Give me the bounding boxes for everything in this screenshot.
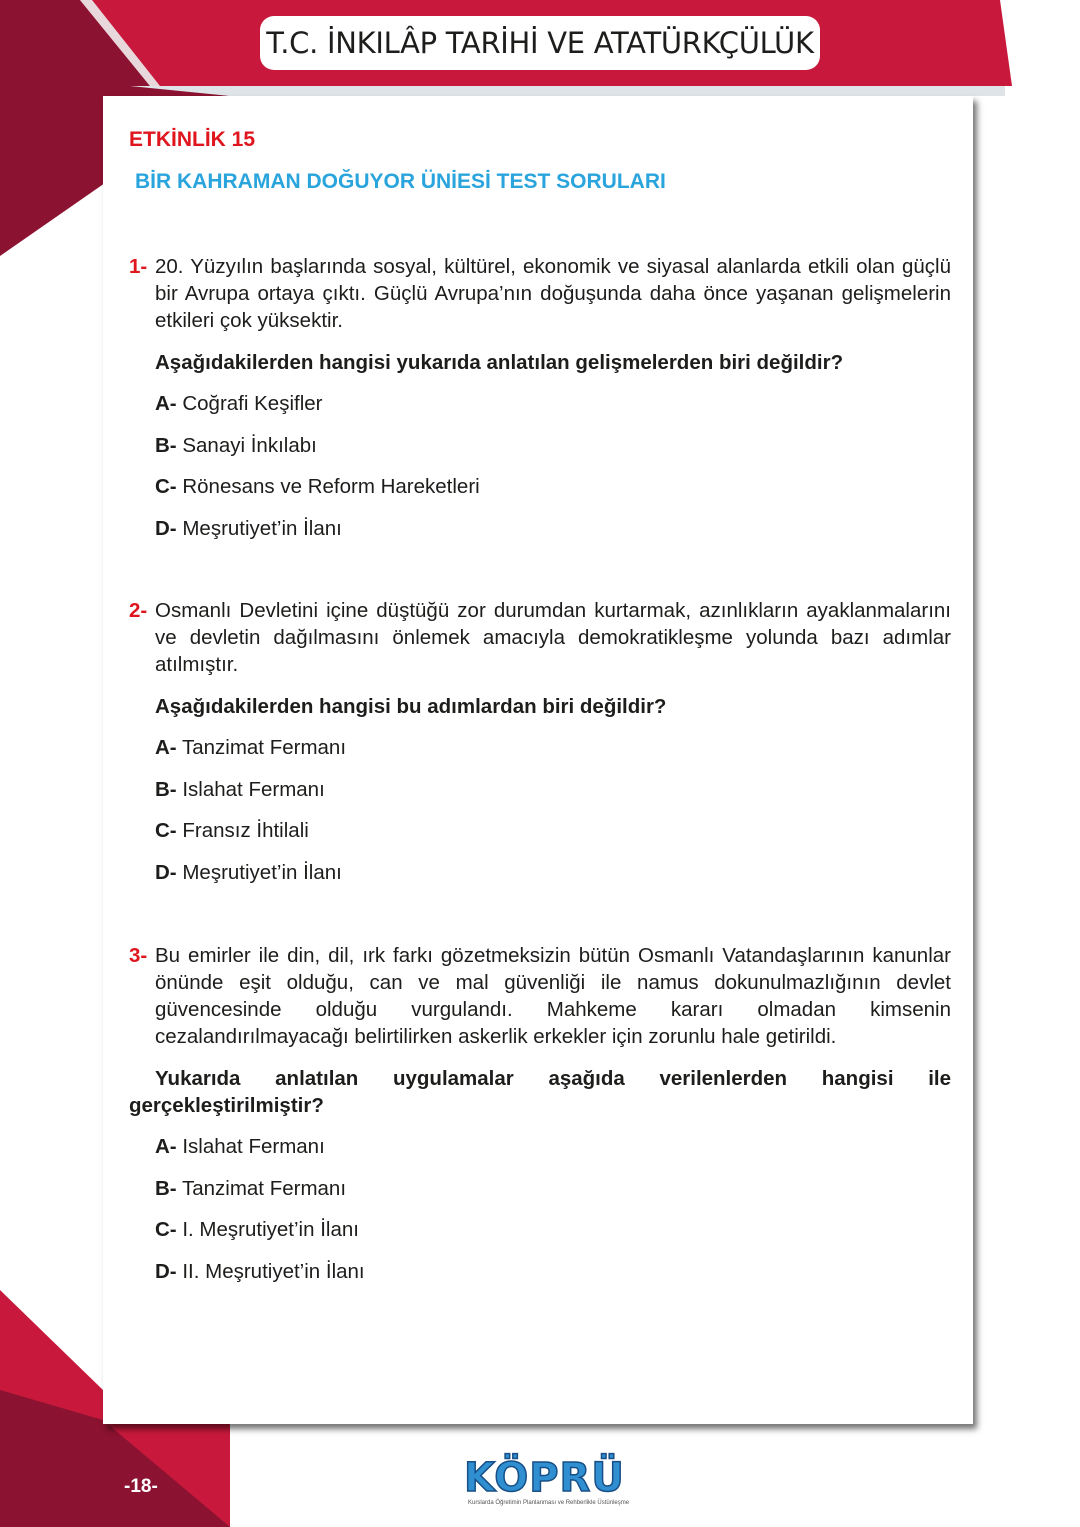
question-body: Bu emirler ile din, dil, ırk farkı gözetmeksizin bütün Osmanlı Vatandaşlarının kanunlar önünde eşit olduğu, can ve mal güvenliği ile namus dokunulmazlığının devlet güvencesinde olduğu vurgulandı. Mahkeme kararı olmadan kimsenin cezalandırılmayacağı belirtilirken askerlik erkekler için zorunlu hale getirildi. xyxy=(155,944,951,1048)
answer-option-d[interactable]: D- Meşrutiyet’in İlanı xyxy=(155,860,342,884)
answer-options xyxy=(129,1133,951,1285)
question-1 xyxy=(129,253,951,556)
question-text xyxy=(129,253,951,334)
question-number: 3- xyxy=(129,944,148,967)
question-2 xyxy=(129,597,951,900)
question-prompt: Aşağıdakilerden hangisi bu adımlardan biri değildir? xyxy=(155,695,667,718)
answer-option-b[interactable]: B- Tanzimat Fermanı xyxy=(155,1176,347,1200)
question-3 xyxy=(129,942,951,1299)
question-number: 1- xyxy=(129,255,148,278)
answer-option-d[interactable]: D- II. Meşrutiyet’in İlanı xyxy=(155,1259,365,1283)
answer-option-d[interactable]: D- Meşrutiyet’in İlanı xyxy=(155,516,342,540)
question-text xyxy=(129,942,951,1050)
activity-subtitle: BİR KAHRAMAN DOĞUYOR ÜNİESİ TEST SORULARI xyxy=(135,170,666,193)
question-prompt: Aşağıdakilerden hangisi yukarıda anlatılan gelişmelerden biri değildir? xyxy=(155,351,844,374)
question-number: 2- xyxy=(129,599,148,622)
question-body: 20. Yüzyılın başlarında sosyal, kültürel, ekonomik ve siyasal alanlarda etkili olan güçlü bir Avrupa ortaya çıktı. Güçlü Avrupa’nın doğuşunda daha önce yaşanan gelişmelerin etkileri çok yüksektir. xyxy=(155,255,951,332)
kopru-logo xyxy=(460,1455,630,1511)
answer-options xyxy=(129,390,951,542)
question-body: Osmanlı Devletini içine düştüğü zor durumdan kurtarmak, azınlıkların ayaklanmalarını ve devletin dağılmasını önlemek amacıyla demokratikleşme yolunda bazı adımlar atılmıştır. xyxy=(155,599,951,676)
answer-options xyxy=(129,734,951,886)
page-number: -18- xyxy=(124,1476,158,1497)
answer-option-c[interactable]: C- Rönesans ve Reform Hareketleri xyxy=(155,475,480,498)
answer-option-b[interactable]: B- Islahat Fermanı xyxy=(155,777,325,801)
activity-label: ETKİNLİK 15 xyxy=(129,128,256,151)
answer-option-a[interactable]: A- Coğrafi Keşifler xyxy=(155,392,323,415)
header-title: T.C. İNKILÂP TARİHİ VE ATATÜRKÇÜLÜK xyxy=(260,16,820,70)
answer-option-a[interactable]: A- Islahat Fermanı xyxy=(155,1135,325,1158)
logo-tagline: Kurslarda Öğretimin Planlanması ve Rehberlikle Üstünleşme xyxy=(468,1500,630,1506)
answer-option-c[interactable]: C- I. Meşrutiyet’in İlanı xyxy=(155,1218,359,1241)
answer-option-c[interactable]: C- Fransız İhtilali xyxy=(155,819,309,842)
logo-wordmark: KÖPRÜ xyxy=(464,1455,625,1501)
question-prompt: Yukarıda anlatılan uygulamalar aşağıda verilenlerden hangisi ile gerçekleştirilmiştir? xyxy=(129,1067,951,1117)
question-text xyxy=(129,597,951,678)
answer-option-b[interactable]: B- Sanayi İnkılabı xyxy=(155,433,317,457)
answer-option-a[interactable]: A- Tanzimat Fermanı xyxy=(155,736,347,759)
